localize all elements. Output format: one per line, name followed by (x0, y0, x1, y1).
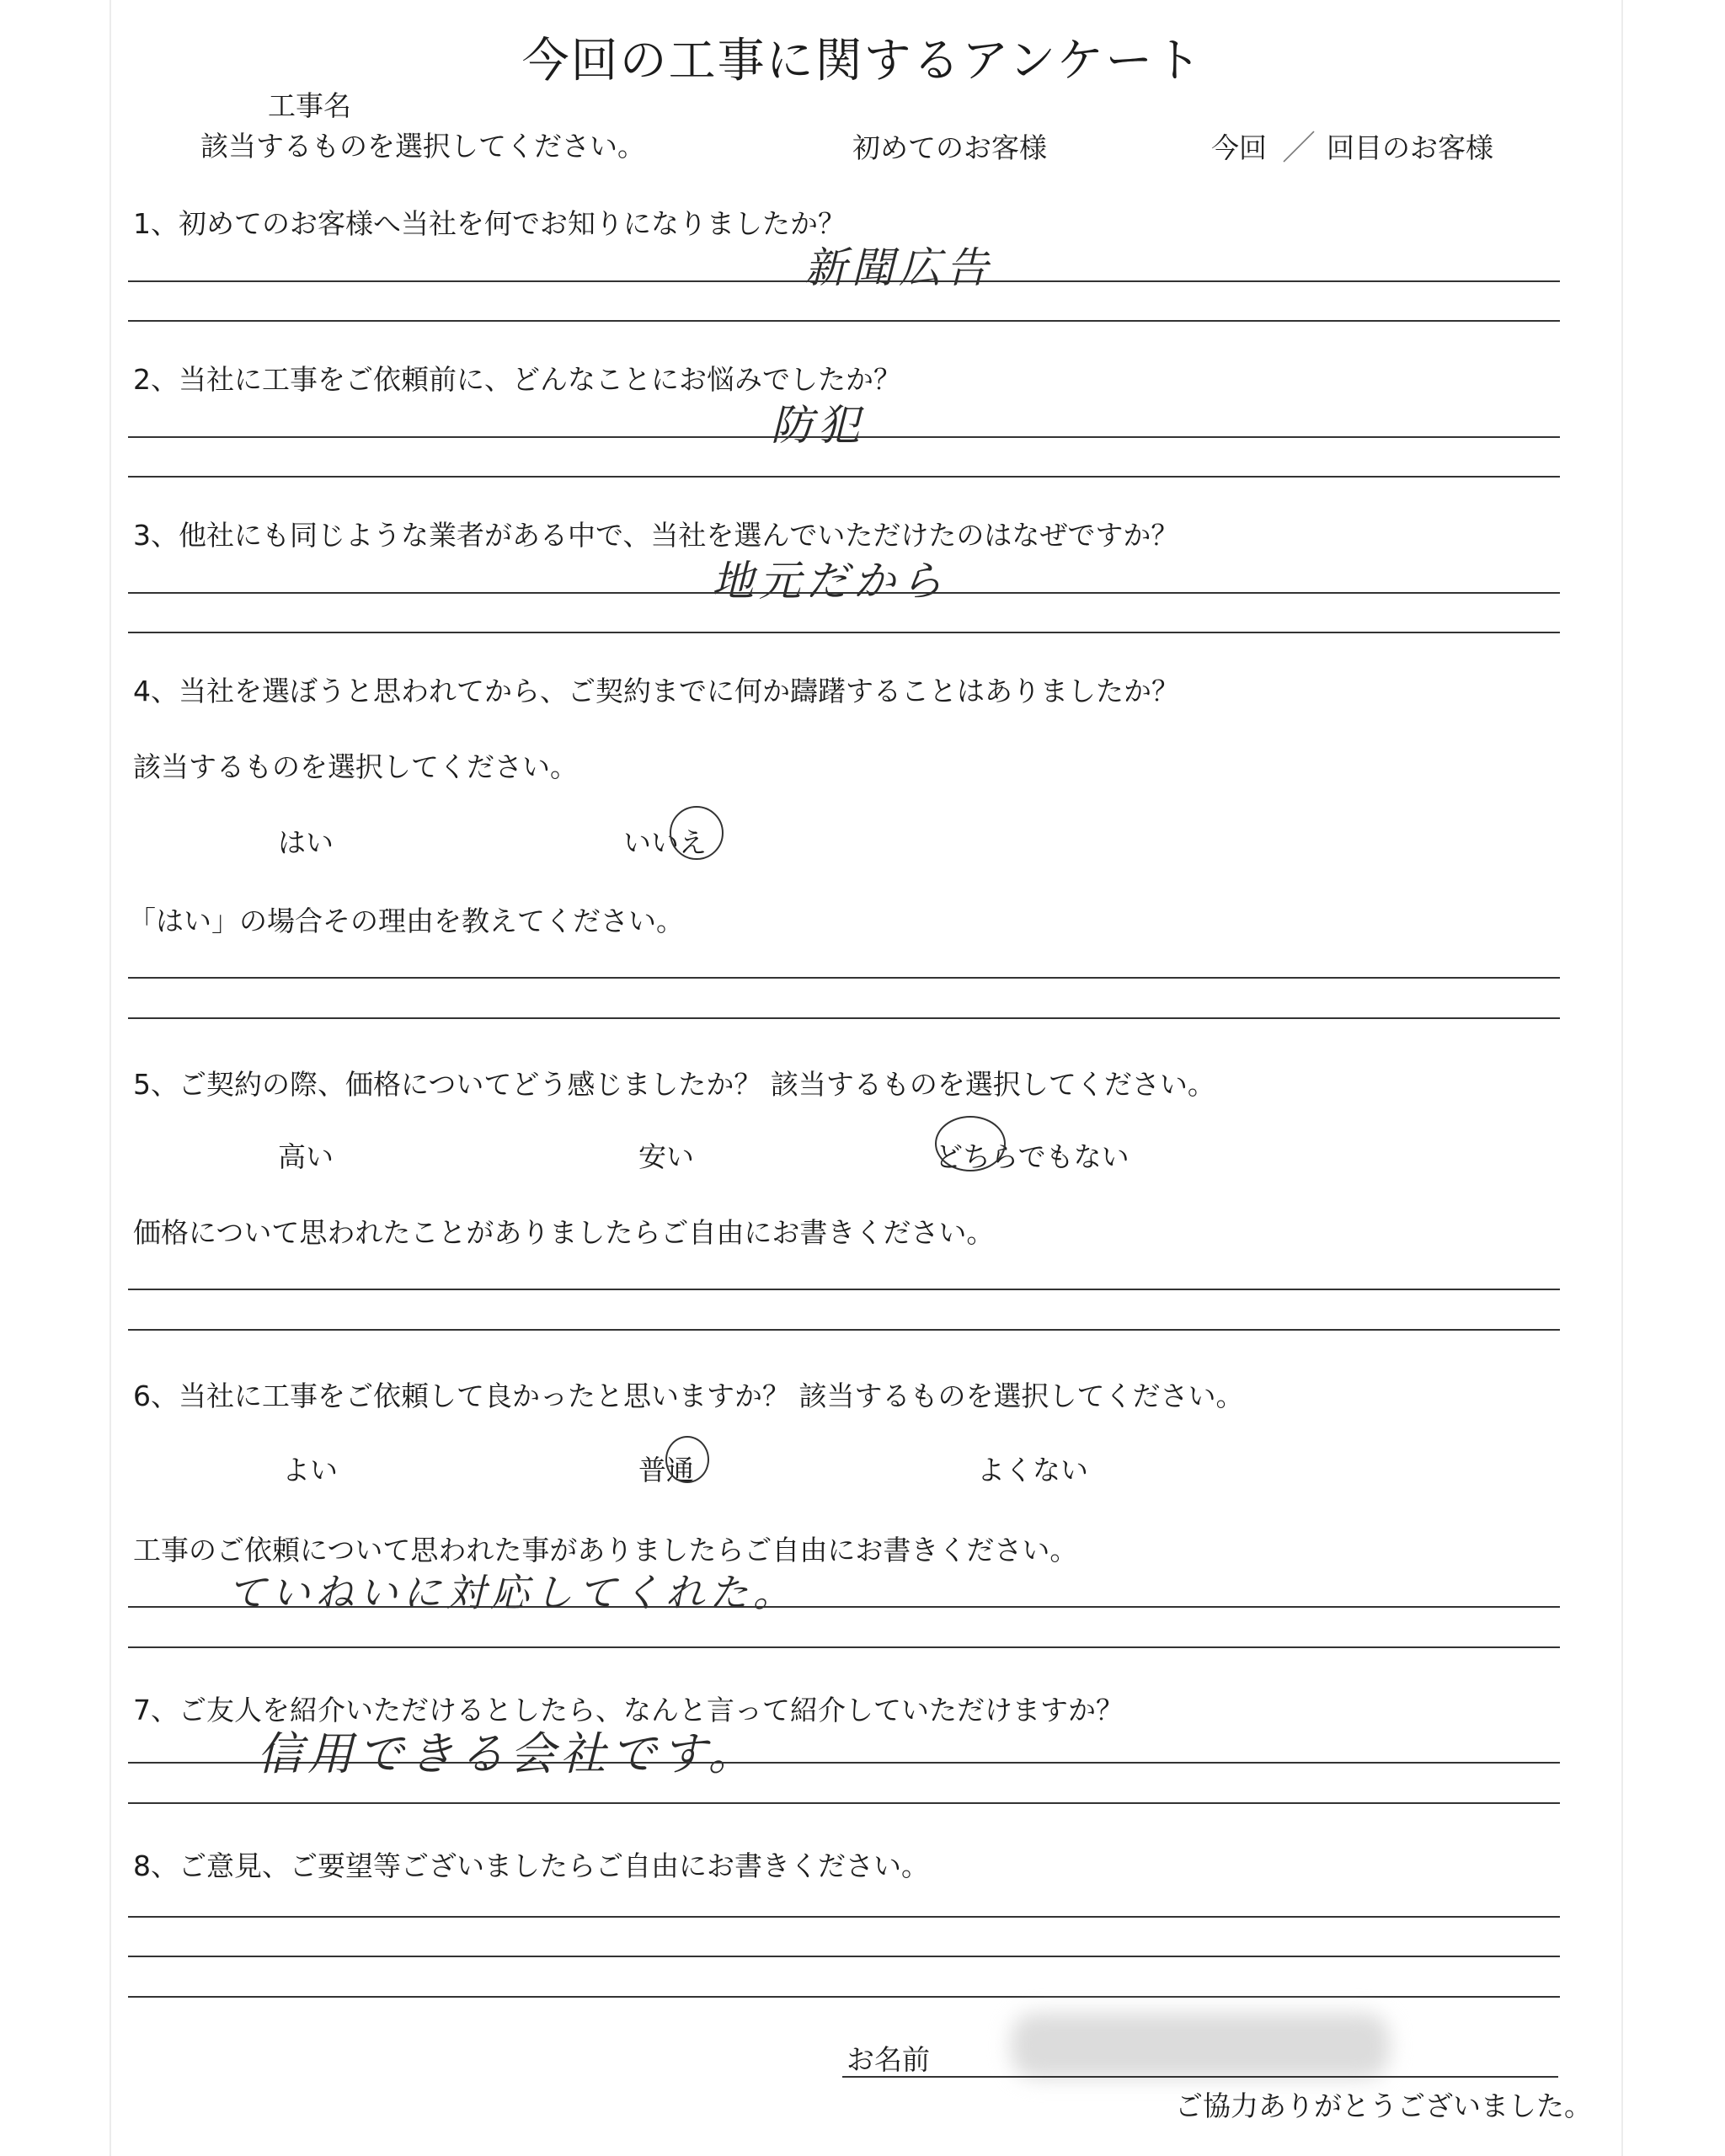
question-6-comment-prompt: 工事のご依頼について思われた事がありましたらご自由にお書きください。 (133, 1534, 1078, 1566)
first-time-customer-option: 初めてのお客様 (852, 131, 1047, 164)
repeat-customer-prefix: 今回 (1211, 131, 1267, 164)
answer-line (128, 1646, 1560, 1648)
question-4-instruction: 該当するものを選択してください。 (133, 750, 578, 783)
page-edge-left (109, 0, 111, 2156)
option-dochiraでもない[interactable]: どちらでもない (935, 1140, 1130, 1173)
answer-line (128, 1996, 1560, 1998)
option-yokunai[interactable]: よくない (977, 1454, 1088, 1486)
option-hai[interactable]: はい (278, 826, 334, 859)
answer-line (128, 1329, 1560, 1331)
answer-line (128, 632, 1560, 633)
answer-line (128, 592, 1560, 594)
question-5: 5、ご契約の際、価格についてどう感じましたか？ 該当するものを選択してください。 (133, 1068, 1215, 1101)
answer-line (128, 1916, 1560, 1918)
answer-2-handwriting: 防犯 (771, 401, 865, 450)
option-iie[interactable]: いいえ (623, 826, 707, 859)
answer-1-handwriting: 新聞広告 (804, 243, 993, 292)
answer-line (128, 1606, 1560, 1608)
question-6: 6、当社に工事をご依頼して良かったと思いますか？ 該当するものを選択してください。 (133, 1380, 1244, 1412)
option-futsuu[interactable]: 普通 (638, 1454, 694, 1486)
answer-line (128, 977, 1560, 979)
answer-line (128, 1017, 1560, 1019)
selection-circle (665, 1436, 709, 1483)
question-4-reason-prompt: 「はい」の場合その理由を教えてください。 (128, 905, 684, 937)
question-7: 7、ご友人を紹介いただけるとしたら、なんと言って紹介していただけますか？ (133, 1694, 1124, 1726)
repeat-customer-suffix: 回目のお客様 (1327, 131, 1493, 164)
option-yoi[interactable]: よい (282, 1454, 338, 1486)
question-8: 8、ご意見、ご要望等ございましたらご自由にお書きください。 (133, 1849, 929, 1882)
customer-type-instruction: 該当するものを選択してください。 (200, 130, 645, 163)
project-name-label: 工事名 (268, 89, 351, 122)
answer-3-handwriting: 地元だから (712, 557, 948, 606)
question-5-comment-prompt: 価格について思われたことがありましたらご自由にお書きください。 (133, 1216, 995, 1249)
answer-7-handwriting: 信用できる会社です。 (257, 1727, 759, 1780)
repeat-count-slash: ／ (1282, 129, 1316, 168)
question-1: 1、初めてのお客様へ当社を何でお知りになりましたか？ (133, 207, 846, 240)
answer-6-handwriting: ていねいに対応してくれた。 (227, 1570, 797, 1615)
answer-line (128, 1289, 1560, 1290)
answer-line (128, 1762, 1560, 1764)
answer-line (128, 1802, 1560, 1804)
name-label: お名前 (846, 2043, 930, 2076)
page-title: 今回の工事に関するアンケート (521, 34, 1204, 88)
answer-line (128, 320, 1560, 322)
answer-line (128, 436, 1560, 438)
name-line (842, 2076, 1558, 2078)
page-edge-right (1621, 0, 1623, 2156)
answer-line (128, 280, 1560, 282)
redacted-name (1011, 2013, 1390, 2079)
answer-line (128, 1956, 1560, 1957)
option-yasui[interactable]: 安い (638, 1140, 694, 1173)
question-3: 3、他社にも同じような業者がある中で、当社を選んでいただけたのはなぜですか？ (133, 519, 1179, 552)
option-takai[interactable]: 高い (278, 1140, 334, 1173)
thanks-message: ご協力ありがとうございました。 (1175, 2089, 1592, 2122)
question-2: 2、当社に工事をご依頼前に、どんなことにお悩みでしたか？ (133, 363, 901, 396)
answer-line (128, 476, 1560, 478)
selection-circle (935, 1116, 1006, 1171)
selection-circle (670, 806, 724, 860)
question-4: 4、当社を選ぼうと思われてから、ご契約までに何か躊躇することはありましたか？ (133, 675, 1179, 707)
